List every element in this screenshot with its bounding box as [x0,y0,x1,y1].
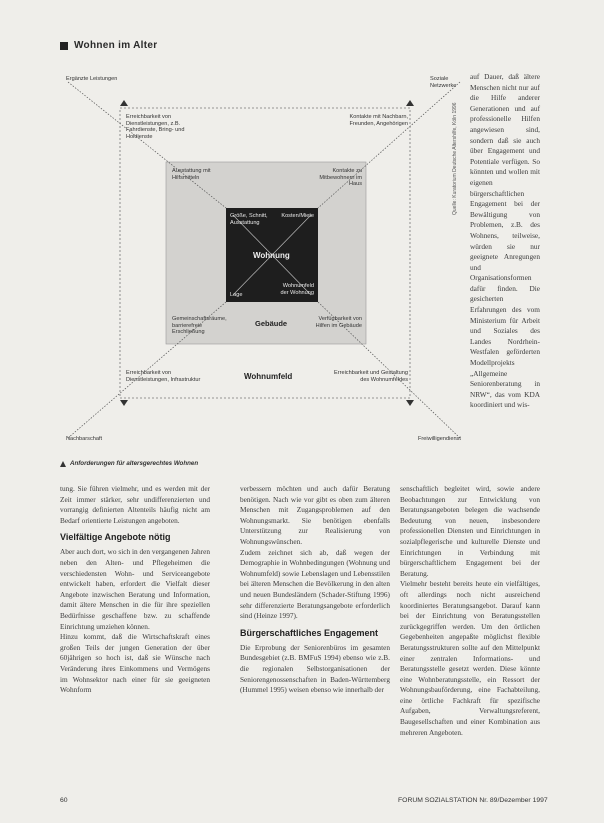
col2-paragraph-2: Zudem zeichnet sich ab, daß wegen der Demographie in Wohnbedingungen (Wohnung und Wohnumfeld) sowie Lebenslagen und Lebensstilen bei älteren Menschen die Bevölkerung in den alten und neuen Bundesländern (Schader-Stiftung 1996) sehr differenzierte Beratungsangebote erforderlich sind (Heinze 1997). [240,547,390,621]
col1-paragraph-3: Hinzu kommt, daß die Wirtschaftskraft eines großen Teils der jungen Generation der über 60jährigen so hoch ist, daß sie Wünsche nach Veränderung ihres Einkommens und Vermögens im Wohnsektor nach einer für sie geeigneten Wohnform [60,632,210,695]
col1-paragraph-2: Aber auch dort, wo sich in den vergangenen Jahren neben den Alten- und Pflegeheimen die verschiedensten Wohn- und Serviceangebote entwickelt haben, erfordert die Vielfalt dieser Angebote inzwischen Beratung und Information, damit ältere Menschen in die für ihre speziellen Bedürfnisse geschaffene bzw. zu schaffende Einrichtung umziehen können. [60,547,210,631]
outer-label-top-left: Erreichbarkeit von Dienstleistungen, z.B. Fahrdienste, Bring- und Holdienste [126,114,185,140]
outer-label-top-right: Kontakte mit Nachbarn, Freunden, Angehörigen [349,114,408,127]
column-3 [400,484,540,738]
col2-paragraph-3: Die Erprobung der Seniorenbüros im gesamten Bundesgebiet (z.B. BMFuS 1994) ebenso wie z.B. die regionalen Selbstorganisationen der Seniorengenossenschaften in Baden-Württemberg (Hummel 1995) weisen ebenso wie innerhalb der [240,642,390,695]
header-title: Wohnen im Alter [74,40,158,51]
middle-label-top-right: Kontakte zu Mitbewohnern im Haus [319,168,362,188]
figure-caption [60,460,198,467]
col2-heading: Bürgerschaftliches Engagement [240,627,379,638]
caption-text: Anforderungen für altersgerechtes Wohnen [70,460,199,467]
column-1 [60,484,210,696]
housing-requirements-diagram [58,70,473,450]
source-note-vertical: Quelle: Kuratorium Deutsche Altershilfe, Köln 1996 [452,102,458,215]
outer-label-bottom-left: Erreichbarkeit von Dienstleistungen, Infrastruktur [126,370,201,383]
side-column [470,72,540,411]
middle-label-bottom-right: Verfügbarkeit von Hilfen im Gebäude [315,316,362,329]
corner-label-bottom-right: Freiwilligendienst [418,436,461,442]
inner-label-top-right: Kosten/Miete [281,213,314,219]
col3-paragraph-2: Vielmehr besteht bereits heute ein vielfältiges, oft allerdings noch nicht ausreichend koordiniertes Beratungsangebot. Darauf kann bei der Einrichtung von Beratungsstellen zurückgegriffen werden. Um den örtlichen Gegebenheiten angepaßte möglichst flexible Beratungsstrukturen sollte auf den Mittelpunkt einer zentralen Informations- und Beratungsstelle gesetzt werden. Diese könnte eine Wohnberatungsstelle, ein Ressort der Wohnungsbauförderung, eine Fachabteilung, eine örtliche Fachkraft für spezifische Aufgaben, Verwaltungsreferent, Baugesellschaften und einer Kombination aus mehreren Angeboten. [400,579,540,737]
side-column-text: auf Dauer, daß ältere Menschen nicht nur auf die Hilfe anderer Generationen und auf professionelle Hilfen angewiesen sind, sondern daß sie auch über Engagement und Potentiale verfügen. So könnten und wollen mit eigenen bürgerschaftlichen Engagement bei der Bewältigung von Problemen, z.B. des Wohnens, teilweise, würden sie nur geeignete Anregungen und Organisationsformen dafür finden. Die gesicherten Erfahrungen des vom Ministerium für Arbeit und Soziales des Landes Nordrhein-Westfalen geförderten Modellprojekts „Allgemeine Seniorenberatung in NRW“, das vom KDA koordiniert und wis- [470,72,540,410]
journal-footer: FORUM SOZIALSTATION Nr. 89/Dezember 1997 [398,797,548,804]
corner-label-top-right: Soziale Netzwerke [430,76,457,89]
corner-label-top-left: Ergänzte Leistungen [66,76,118,82]
inner-title: Wohnung [253,251,290,260]
middle-label-top-left: Ausstattung mit Hilfsmitteln [172,168,211,181]
outer-title: Wohnumfeld [244,372,293,381]
middle-label-bottom-left: Gemeinschaftsräume, barrierefreie Erschließung [172,316,227,336]
header-square-icon [60,42,68,50]
caption-triangle-icon [60,461,66,467]
col2-paragraph-1: verbessern möchten und auch dafür Beratung benötigen. Nach wie vor gibt es oben zum älteren Menschen mit Zugangsproblemen auf den Wohnungsmarkt. Sie benötigen ebenfalls Unterstützung zur Realisierung von Wohnungswünschen. [240,484,390,546]
inner-label-top-left: Größe, Schnitt, Ausstattung [230,213,268,226]
inner-label-bottom-right: Wohnumfeld der Wohnung [280,283,314,296]
middle-title: Gebäude [255,319,288,328]
col3-paragraph-1: senschaftlich begleitet wird, sowie andere Beobachtungen zur Entwicklung von Beratungsangeboten belegen die wachsende Bedeutung von neuen, insbesondere professionellen Diensten und Einrichtungen in sozialpflegerische und kulturelle Dienste und Einrichtungen in Verbindung mit bürgerschaftlichem Engagement bei der Beratung. [400,484,540,578]
corner-label-bottom-left: Nachbarschaft [66,436,103,442]
outer-label-bottom-right: Erreichbarkeit und Gestaltung des Wohnumfeldes [334,370,409,383]
column-2 [240,484,390,696]
col1-paragraph-1: tung. Sie führen vielmehr, und es werden mit der Zeit immer stärker, sehr undifferenzierten und vorrangig definierten Altenteils häufig nicht am Bedarf orientierte Leistungen angeboten. [60,484,210,525]
inner-label-bottom-left: Lage [230,292,243,298]
diagram-svg [58,70,473,450]
col1-heading: Vielfältige Angebote nötig [60,532,171,543]
section-header [60,40,157,51]
page-number: 60 [60,797,68,804]
